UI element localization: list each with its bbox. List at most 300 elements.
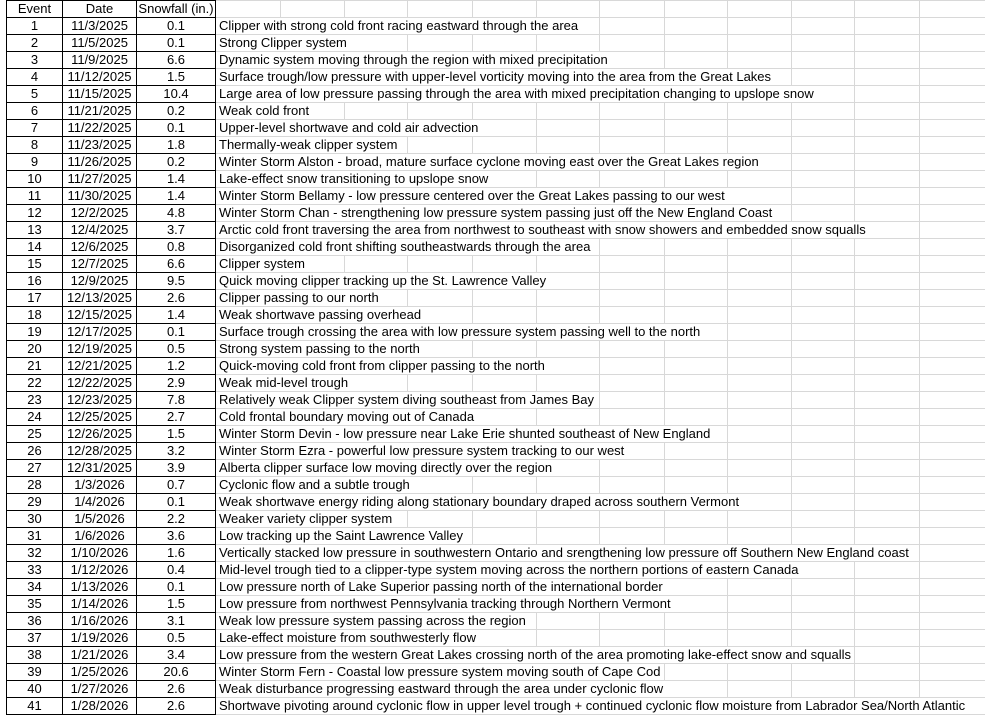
cell-snowfall[interactable]: 1.5 (137, 426, 216, 443)
gridline-vertical (727, 681, 728, 697)
gridline-vertical (919, 630, 920, 646)
cell-date[interactable]: 12/21/2025 (63, 358, 137, 375)
gridline-vertical (919, 341, 920, 357)
cell-date[interactable]: 12/9/2025 (63, 273, 137, 290)
gridline-vertical (791, 103, 792, 119)
gridline-vertical (599, 630, 600, 646)
gridline-vertical (854, 443, 855, 459)
cell-description[interactable] (216, 647, 985, 664)
cell-snowfall[interactable]: 0.1 (137, 579, 216, 596)
cell-description[interactable] (216, 341, 985, 358)
cell-snowfall[interactable]: 1.5 (137, 69, 216, 86)
cell-date[interactable]: 12/17/2025 (63, 324, 137, 341)
cell-date[interactable]: 12/2/2025 (63, 205, 137, 222)
gridline-vertical (536, 1, 537, 17)
gridline-vertical (664, 137, 665, 153)
cell-event[interactable]: 31 (6, 528, 63, 545)
cell-snowfall[interactable]: 1.8 (137, 137, 216, 154)
gridline-vertical (854, 460, 855, 476)
gridline-vertical (599, 120, 600, 136)
gridline-vertical (472, 341, 473, 357)
cell-date[interactable]: 1/25/2026 (63, 664, 137, 681)
cell-event[interactable]: 24 (6, 409, 63, 426)
cell-event[interactable]: 26 (6, 443, 63, 460)
description-text: Relatively weak Clipper system diving southeast from James Bay (216, 392, 597, 408)
description-text: Low pressure from northwest Pennsylvania tracking through Northern Vermont (216, 596, 674, 612)
gridline-vertical (791, 681, 792, 697)
gridline-vertical (854, 375, 855, 391)
gridline-vertical (919, 664, 920, 680)
table-row (6, 545, 985, 562)
gridline-vertical (536, 409, 537, 425)
cell-date[interactable]: 12/31/2025 (63, 460, 137, 477)
cell-date[interactable]: 1/5/2026 (63, 511, 137, 528)
cell-date[interactable]: 12/15/2025 (63, 307, 137, 324)
cell-snowfall[interactable]: 2.6 (137, 290, 216, 307)
gridline-vertical (791, 460, 792, 476)
cell-description[interactable] (216, 18, 985, 35)
gridline-vertical (727, 324, 728, 340)
cell-description[interactable] (216, 494, 985, 511)
gridline-vertical (791, 477, 792, 493)
table-row (6, 86, 985, 103)
cell-event[interactable]: 37 (6, 630, 63, 647)
gridline-vertical (854, 290, 855, 306)
gridline-vertical (854, 647, 855, 663)
cell-event[interactable]: 22 (6, 375, 63, 392)
gridline-vertical (727, 477, 728, 493)
cell-date[interactable]: 11/9/2025 (63, 52, 137, 69)
cell-snowfall[interactable]: 0.4 (137, 562, 216, 579)
cell-description[interactable] (216, 273, 985, 290)
gridline-vertical (536, 103, 537, 119)
gridline-vertical (919, 35, 920, 51)
gridline-vertical (791, 188, 792, 204)
cell-event[interactable]: 2 (6, 35, 63, 52)
cell-date[interactable]: 1/3/2026 (63, 477, 137, 494)
gridline-vertical (727, 239, 728, 255)
cell-date[interactable]: 1/13/2026 (63, 579, 137, 596)
cell-event[interactable]: 6 (6, 103, 63, 120)
cell-date[interactable]: 12/4/2025 (63, 222, 137, 239)
cell-description[interactable] (216, 86, 985, 103)
description-text: Disorganized cold front shifting southeastwards through the area (216, 239, 593, 255)
gridline-vertical (727, 375, 728, 391)
description-text: Upper-level shortwave and cold air advection (216, 120, 481, 136)
cell-event[interactable]: 19 (6, 324, 63, 341)
cell-description[interactable] (216, 681, 985, 698)
cell-description[interactable] (216, 154, 985, 171)
cell-description[interactable] (216, 613, 985, 630)
cell-event[interactable]: 32 (6, 545, 63, 562)
gridline-vertical (727, 358, 728, 374)
gridline-vertical (664, 103, 665, 119)
header-snowfall[interactable]: Snowfall (in.) (137, 0, 216, 18)
gridline-vertical (791, 154, 792, 170)
table-row (6, 18, 985, 35)
cell-event[interactable]: 17 (6, 290, 63, 307)
cell-date[interactable]: 11/3/2025 (63, 18, 137, 35)
gridline-vertical (854, 273, 855, 289)
cell-event[interactable]: 11 (6, 188, 63, 205)
cell-snowfall[interactable]: 0.1 (137, 120, 216, 137)
table-row (6, 358, 985, 375)
cell-snowfall[interactable]: 3.7 (137, 222, 216, 239)
gridline-vertical (727, 630, 728, 646)
gridline-vertical (919, 409, 920, 425)
gridline-vertical (791, 664, 792, 680)
description-text: Weak mid-level trough (216, 375, 351, 391)
cell-event[interactable]: 30 (6, 511, 63, 528)
gridline-vertical (727, 596, 728, 612)
cell-description[interactable] (216, 545, 985, 562)
gridline-vertical (727, 392, 728, 408)
cell-description[interactable] (216, 409, 985, 426)
cell-snowfall[interactable]: 3.9 (137, 460, 216, 477)
cell-description[interactable] (216, 137, 985, 154)
cell-date[interactable]: 12/25/2025 (63, 409, 137, 426)
gridline-vertical (919, 18, 920, 34)
cell-date[interactable]: 11/15/2025 (63, 86, 137, 103)
gridline-vertical (919, 681, 920, 697)
description-text: Arctic cold front traversing the area from northwest to southeast with snow showers and embedded snow squalls (216, 222, 869, 238)
cell-snowfall[interactable]: 20.6 (137, 664, 216, 681)
cell-snowfall[interactable]: 10.4 (137, 86, 216, 103)
cell-date[interactable]: 1/14/2026 (63, 596, 137, 613)
gridline-vertical (854, 596, 855, 612)
cell-snowfall[interactable]: 9.5 (137, 273, 216, 290)
cell-date[interactable]: 1/6/2026 (63, 528, 137, 545)
cell-description[interactable] (216, 205, 985, 222)
description-text: Low pressure from the western Great Lakes crossing north of the area promoting lake-effect snow and squalls (216, 647, 854, 663)
cell-date[interactable]: 11/5/2025 (63, 35, 137, 52)
cell-description[interactable] (216, 324, 985, 341)
gridline-vertical (919, 443, 920, 459)
gridline-vertical (599, 375, 600, 391)
cell-description[interactable] (216, 171, 985, 188)
cell-date[interactable]: 1/27/2026 (63, 681, 137, 698)
cell-snowfall[interactable]: 0.1 (137, 494, 216, 511)
cell-date[interactable]: 11/21/2025 (63, 103, 137, 120)
cell-event[interactable]: 40 (6, 681, 63, 698)
cell-date[interactable]: 11/12/2025 (63, 69, 137, 86)
table-row (6, 562, 985, 579)
gridline-vertical (919, 579, 920, 595)
gridline-vertical (407, 375, 408, 391)
description-text: Large area of low pressure passing through the area with mixed precipitation changing to upslope snow (216, 86, 817, 102)
cell-description[interactable] (216, 528, 985, 545)
gridline-vertical (919, 52, 920, 68)
cell-date[interactable]: 12/13/2025 (63, 290, 137, 307)
gridline-vertical (919, 69, 920, 85)
cell-date[interactable]: 11/26/2025 (63, 154, 137, 171)
cell-description[interactable] (216, 596, 985, 613)
cell-description[interactable] (216, 69, 985, 86)
cell-snowfall[interactable]: 1.2 (137, 358, 216, 375)
cell-description[interactable] (216, 664, 985, 681)
cell-snowfall[interactable]: 6.6 (137, 52, 216, 69)
cell-event[interactable]: 13 (6, 222, 63, 239)
cell-snowfall[interactable]: 1.5 (137, 596, 216, 613)
cell-date[interactable]: 12/23/2025 (63, 392, 137, 409)
gridline-vertical (919, 494, 920, 510)
table-row (6, 35, 985, 52)
gridline-vertical (919, 188, 920, 204)
cell-date[interactable]: 11/27/2025 (63, 171, 137, 188)
cell-description[interactable] (216, 511, 985, 528)
cell-date[interactable]: 12/6/2025 (63, 239, 137, 256)
gridline-vertical (791, 273, 792, 289)
gridline-vertical (919, 290, 920, 306)
table-row (6, 222, 985, 239)
cell-description[interactable] (216, 426, 985, 443)
gridline-vertical (536, 528, 537, 544)
gridline-vertical (536, 341, 537, 357)
cell-event[interactable]: 12 (6, 205, 63, 222)
cell-event[interactable]: 18 (6, 307, 63, 324)
gridline-vertical (599, 273, 600, 289)
cell-date[interactable]: 12/7/2025 (63, 256, 137, 273)
header-event[interactable]: Event (6, 0, 63, 18)
table-row (6, 477, 985, 494)
gridline-vertical (919, 171, 920, 187)
cell-snowfall[interactable]: 0.5 (137, 341, 216, 358)
gridline-vertical (919, 239, 920, 255)
cell-snowfall[interactable]: 1.6 (137, 545, 216, 562)
gridline-vertical (599, 290, 600, 306)
cell-event[interactable]: 28 (6, 477, 63, 494)
cell-description[interactable] (216, 443, 985, 460)
cell-description[interactable] (216, 630, 985, 647)
table-row (6, 239, 985, 256)
cell-date[interactable]: 12/19/2025 (63, 341, 137, 358)
cell-date[interactable]: 11/30/2025 (63, 188, 137, 205)
cell-snowfall[interactable]: 1.4 (137, 307, 216, 324)
gridline-vertical (791, 630, 792, 646)
gridline-vertical (919, 613, 920, 629)
table-row (6, 171, 985, 188)
cell-event[interactable]: 27 (6, 460, 63, 477)
description-text: Weak shortwave passing overhead (216, 307, 424, 323)
gridline-vertical (791, 18, 792, 34)
cell-date[interactable]: 1/12/2026 (63, 562, 137, 579)
gridline-vertical (919, 120, 920, 136)
cell-snowfall[interactable]: 3.6 (137, 528, 216, 545)
gridline-vertical (727, 1, 728, 17)
cell-event[interactable]: 3 (6, 52, 63, 69)
cell-snowfall[interactable]: 3.2 (137, 443, 216, 460)
gridline-vertical (727, 18, 728, 34)
cell-snowfall[interactable]: 0.7 (137, 477, 216, 494)
cell-date[interactable]: 1/28/2026 (63, 698, 137, 715)
gridline-vertical (727, 511, 728, 527)
cell-event[interactable]: 9 (6, 154, 63, 171)
cell-date[interactable]: 12/28/2025 (63, 443, 137, 460)
cell-event[interactable]: 29 (6, 494, 63, 511)
cell-event[interactable]: 5 (6, 86, 63, 103)
description-text: Weak cold front (216, 103, 312, 119)
gridline-vertical (664, 273, 665, 289)
cell-description[interactable] (216, 698, 985, 715)
description-text: Winter Storm Alston - broad, mature surface cyclone moving east over the Great Lakes region (216, 154, 762, 170)
gridline-vertical (599, 528, 600, 544)
cell-description[interactable] (216, 103, 985, 120)
cell-snowfall[interactable]: 1.4 (137, 188, 216, 205)
cell-snowfall[interactable]: 0.1 (137, 35, 216, 52)
cell-description[interactable] (216, 35, 985, 52)
gridline-vertical (599, 1, 600, 17)
gridline-vertical (727, 120, 728, 136)
cell-date[interactable]: 1/16/2026 (63, 613, 137, 630)
cell-description[interactable] (216, 562, 985, 579)
gridline-vertical (727, 137, 728, 153)
gridline-vertical (407, 35, 408, 51)
cell-snowfall[interactable]: 2.6 (137, 681, 216, 698)
gridline-vertical (472, 103, 473, 119)
cell-event[interactable]: 34 (6, 579, 63, 596)
gridline-vertical (854, 426, 855, 442)
gridline-vertical (919, 647, 920, 663)
cell-event[interactable]: 25 (6, 426, 63, 443)
header-description-region[interactable] (216, 0, 985, 18)
cell-description[interactable] (216, 222, 985, 239)
cell-snowfall[interactable]: 0.8 (137, 239, 216, 256)
gridline-vertical (919, 273, 920, 289)
gridline-vertical (664, 630, 665, 646)
gridline-vertical (791, 307, 792, 323)
cell-event[interactable]: 10 (6, 171, 63, 188)
cell-event[interactable]: 33 (6, 562, 63, 579)
gridline-vertical (854, 528, 855, 544)
gridline-vertical (599, 358, 600, 374)
cell-snowfall[interactable]: 2.6 (137, 698, 216, 715)
cell-date[interactable]: 11/22/2025 (63, 120, 137, 137)
gridline-vertical (919, 137, 920, 153)
cell-snowfall[interactable]: 4.8 (137, 205, 216, 222)
table-row (6, 154, 985, 171)
cell-event[interactable]: 1 (6, 18, 63, 35)
gridline-vertical (664, 239, 665, 255)
cell-snowfall[interactable]: 3.4 (137, 647, 216, 664)
gridline-vertical (919, 392, 920, 408)
cell-description[interactable] (216, 52, 985, 69)
cell-description[interactable] (216, 579, 985, 596)
cell-description[interactable] (216, 375, 985, 392)
cell-description[interactable] (216, 460, 985, 477)
cell-snowfall[interactable]: 1.4 (137, 171, 216, 188)
gridline-vertical (854, 341, 855, 357)
description-text: Winter Storm Bellamy - low pressure centered over the Great Lakes passing to our west (216, 188, 728, 204)
cell-date[interactable]: 1/21/2026 (63, 647, 137, 664)
cell-snowfall[interactable]: 0.2 (137, 154, 216, 171)
cell-event[interactable]: 16 (6, 273, 63, 290)
cell-snowfall[interactable]: 0.1 (137, 18, 216, 35)
cell-event[interactable]: 35 (6, 596, 63, 613)
gridline-vertical (599, 511, 600, 527)
cell-snowfall[interactable]: 0.2 (137, 103, 216, 120)
cell-date[interactable]: 1/4/2026 (63, 494, 137, 511)
cell-event[interactable]: 38 (6, 647, 63, 664)
gridline-vertical (344, 256, 345, 272)
cell-snowfall[interactable]: 2.9 (137, 375, 216, 392)
gridline-vertical (407, 103, 408, 119)
cell-event[interactable]: 23 (6, 392, 63, 409)
cell-description[interactable] (216, 256, 985, 273)
description-text: Dynamic system moving through the region with mixed precipitation (216, 52, 611, 68)
cell-event[interactable]: 36 (6, 613, 63, 630)
cell-snowfall[interactable]: 0.5 (137, 630, 216, 647)
gridline-vertical (854, 103, 855, 119)
gridline-vertical (536, 171, 537, 187)
gridline-vertical (854, 18, 855, 34)
description-text: Quick moving clipper tracking up the St. Lawrence Valley (216, 273, 549, 289)
cell-date[interactable]: 11/23/2025 (63, 137, 137, 154)
gridline-vertical (919, 324, 920, 340)
gridline-vertical (854, 205, 855, 221)
cell-event[interactable]: 20 (6, 341, 63, 358)
description-text: Winter Storm Ezra - powerful low pressure system tracking to our west (216, 443, 627, 459)
cell-description[interactable] (216, 392, 985, 409)
cell-event[interactable]: 7 (6, 120, 63, 137)
gridline-vertical (919, 256, 920, 272)
gridline-vertical (727, 613, 728, 629)
cell-description[interactable] (216, 188, 985, 205)
cell-snowfall[interactable]: 3.1 (137, 613, 216, 630)
cell-event[interactable]: 21 (6, 358, 63, 375)
cell-event[interactable]: 15 (6, 256, 63, 273)
gridline-vertical (854, 613, 855, 629)
header-date[interactable]: Date (63, 0, 137, 18)
description-text: Cold frontal boundary moving out of Canada (216, 409, 477, 425)
gridline-vertical (664, 443, 665, 459)
cell-snowfall[interactable]: 0.1 (137, 324, 216, 341)
cell-date[interactable]: 1/19/2026 (63, 630, 137, 647)
gridline-vertical (472, 511, 473, 527)
gridline-vertical (919, 375, 920, 391)
cell-snowfall[interactable]: 2.2 (137, 511, 216, 528)
cell-description[interactable] (216, 120, 985, 137)
cell-event[interactable]: 39 (6, 664, 63, 681)
cell-event[interactable]: 41 (6, 698, 63, 715)
gridline-vertical (664, 290, 665, 306)
cell-date[interactable]: 12/26/2025 (63, 426, 137, 443)
cell-description[interactable] (216, 307, 985, 324)
gridline-vertical (599, 307, 600, 323)
gridline-vertical (536, 290, 537, 306)
gridline-vertical (854, 137, 855, 153)
gridline-vertical (791, 69, 792, 85)
gridline-vertical (854, 409, 855, 425)
cell-event[interactable]: 8 (6, 137, 63, 154)
description-text: Clipper system (216, 256, 308, 272)
cell-date[interactable]: 1/10/2026 (63, 545, 137, 562)
cell-event[interactable]: 4 (6, 69, 63, 86)
cell-date[interactable]: 12/22/2025 (63, 375, 137, 392)
cell-description[interactable] (216, 239, 985, 256)
table-row (6, 630, 985, 647)
gridline-vertical (854, 494, 855, 510)
table-row (6, 392, 985, 409)
cell-snowfall[interactable]: 6.6 (137, 256, 216, 273)
cell-description[interactable] (216, 358, 985, 375)
cell-snowfall[interactable]: 7.8 (137, 392, 216, 409)
cell-description[interactable] (216, 290, 985, 307)
cell-description[interactable] (216, 477, 985, 494)
gridline-vertical (854, 579, 855, 595)
cell-event[interactable]: 14 (6, 239, 63, 256)
gridline-vertical (791, 443, 792, 459)
cell-snowfall[interactable]: 2.7 (137, 409, 216, 426)
